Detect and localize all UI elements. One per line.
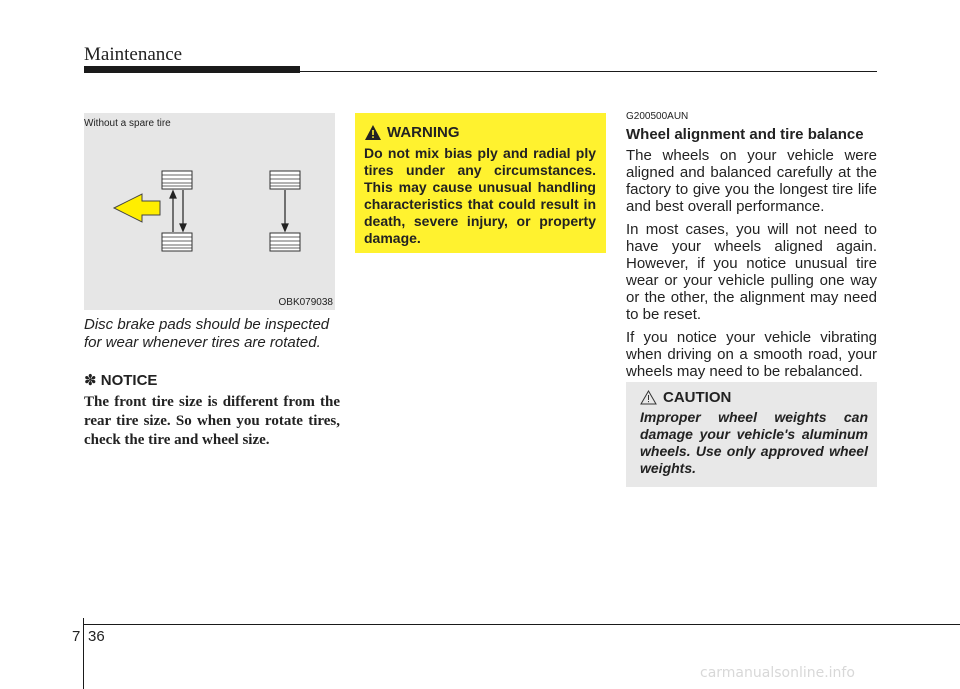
section-paragraph: If you notice your vehicle vibrating when driving on a smooth road, your wheels may need to be rebalanced.: [626, 329, 877, 380]
warning-title-row: [365, 124, 460, 141]
caution-box: [626, 382, 877, 487]
section-body: [626, 147, 877, 386]
footer-horizontal-rule: [84, 624, 960, 625]
figure-code: OBK079038: [278, 297, 333, 308]
page-number: 36: [88, 628, 105, 645]
notice-heading: ✽ NOTICE: [84, 372, 158, 389]
left-rotation-arrows: [170, 190, 186, 232]
tire-rotation-diagram: [84, 113, 335, 310]
forward-arrow-icon: [114, 194, 160, 222]
figure-caption: Without a spare tire: [84, 118, 171, 129]
notice-body: The front tire size is different from the rear tire size. So when you rotate tires, check the tire and wheel size.: [84, 394, 340, 448]
rear-right-tire-icon: [270, 233, 300, 251]
warning-title: WARNING: [387, 124, 460, 141]
caution-title: CAUTION: [663, 389, 732, 406]
right-rotation-arrow: [282, 190, 288, 231]
header-rule-thick: [84, 66, 300, 73]
caution-title-row: [640, 389, 731, 406]
warning-box: [355, 113, 606, 253]
chapter-number: 7: [72, 628, 81, 645]
warning-triangle-icon: [365, 125, 381, 140]
front-right-tire-icon: [270, 171, 300, 189]
tire-rotation-figure: [84, 113, 335, 310]
rear-left-tire-icon: [162, 233, 192, 251]
footer-vertical-rule: [83, 618, 84, 689]
section-paragraph: In most cases, you will not need to have your wheels aligned again. However, if you notice unusual tire wear or your vehicle pulling one way or the other, the alignment may need to be reset.: [626, 221, 877, 323]
header-title: Maintenance: [84, 44, 183, 65]
section-code: G200500AUN: [626, 111, 689, 122]
front-left-tire-icon: [162, 171, 192, 189]
watermark: carmanualsonline.info: [700, 665, 855, 681]
caution-body: Improper wheel weights can damage your vehicle's aluminum wheels. Use only approved wheel weights.: [640, 409, 868, 476]
caution-triangle-icon: [640, 390, 657, 405]
figure-note: Disc brake pads should be inspected for wear whenever tires are rotated.: [84, 316, 330, 351]
section-heading: Wheel alignment and tire balance: [626, 126, 864, 143]
section-paragraph: The wheels on your vehicle were aligned and balanced carefully at the factory to give you the longest tire life and best overall performance.: [626, 147, 877, 215]
header-rule-thin: [300, 71, 877, 72]
warning-body: Do not mix bias ply and radial ply tires under any circumstances. This may cause unusual handling characteristics that could result in death, severe injury, or property damage.: [364, 145, 596, 246]
